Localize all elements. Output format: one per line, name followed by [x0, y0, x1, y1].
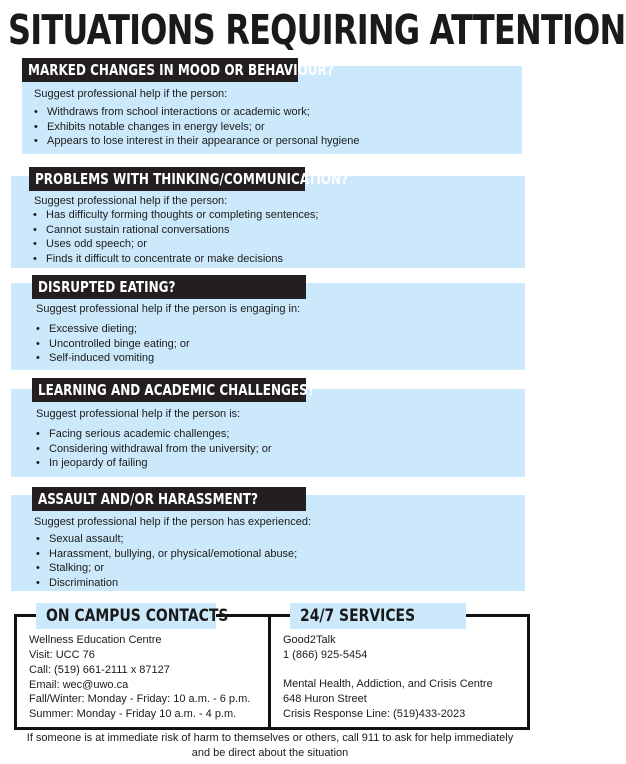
- list-item: • Excessive dieting;: [49, 322, 137, 336]
- services-line: Crisis Response Line: (519)433-2023: [283, 708, 466, 720]
- list-item: • Stalking; or: [49, 561, 104, 575]
- list-item: • Withdraws from school interactions or academic work;: [47, 105, 310, 119]
- on-campus-contacts-heading: ON CAMPUS CONTACTS: [36, 603, 216, 629]
- section-assault-intro: Suggest professional help if the person has experienced:: [34, 516, 312, 528]
- list-item: • Uses odd speech; or: [46, 237, 147, 251]
- footer-line-1: If someone is at immediate risk of harm to themselves or others, call 911 to ask for help immediately: [26, 732, 514, 744]
- list-item: • Considering withdrawal from the university; or: [49, 442, 272, 456]
- page-title: SITUATIONS REQUIRING ATTENTION: [8, 6, 626, 54]
- list-item: • Uncontrolled binge eating; or: [49, 337, 190, 351]
- email-link[interactable]: Email: wec@uwo.ca: [29, 679, 129, 691]
- footer-line-2: and be direct about the situation: [191, 747, 349, 759]
- list-item: • Sexual assault;: [49, 532, 124, 546]
- on-campus-line: Wellness Education Centre: [29, 634, 162, 646]
- services-line: 648 Huron Street: [283, 693, 367, 705]
- list-item: • Finds it difficult to concentrate or make decisions: [46, 252, 283, 266]
- section-eating-heading: DISRUPTED EATING?: [32, 275, 306, 299]
- list-item: • In jeopardy of failing: [49, 456, 147, 470]
- section-learning-heading: LEARNING AND ACADEMIC CHALLENGES?: [32, 378, 306, 402]
- on-campus-line: Visit: UCC 76: [29, 649, 95, 661]
- section-mood-heading: MARKED CHANGES IN MOOD OR BEHAVIOUR?: [22, 58, 298, 82]
- on-campus-line: Fall/Winter: Monday - Friday: 10 a.m. - 6 p.m.: [29, 693, 251, 705]
- services-line: Good2Talk: [283, 634, 336, 646]
- list-item: • Cannot sustain rational conversations: [46, 223, 229, 237]
- section-mood-intro: Suggest professional help if the person:: [34, 88, 228, 100]
- on-campus-line: Call: (519) 661-2111 x 87127: [29, 664, 170, 676]
- services-heading: 24/7 SERVICES: [290, 603, 466, 629]
- list-item: • Discrimination: [49, 576, 118, 590]
- section-assault-heading: ASSAULT AND/OR HARASSMENT?: [32, 487, 306, 511]
- list-item: • Facing serious academic challenges;: [49, 427, 229, 441]
- services-line: 1 (866) 925-5454: [283, 649, 368, 661]
- section-learning-intro: Suggest professional help if the person is:: [36, 408, 241, 420]
- list-item: • Has difficulty forming thoughts or completing sentences;: [46, 208, 319, 222]
- section-eating-intro: Suggest professional help if the person is engaging in:: [36, 303, 301, 315]
- list-item: • Harassment, bullying, or physical/emotional abuse;: [49, 547, 297, 561]
- services-line: Mental Health, Addiction, and Crisis Centre: [283, 678, 493, 690]
- on-campus-line: Summer: Monday - Friday 10 a.m. - 4 p.m.: [29, 708, 237, 720]
- section-thinking-heading: PROBLEMS WITH THINKING/COMMUNICATION?: [29, 167, 305, 191]
- list-item: • Exhibits notable changes in energy levels; or: [47, 120, 265, 134]
- list-item: • Appears to lose interest in their appearance or personal hygiene: [47, 134, 359, 148]
- section-thinking-intro: Suggest professional help if the person:: [34, 195, 228, 207]
- list-item: • Self-induced vomiting: [49, 351, 154, 365]
